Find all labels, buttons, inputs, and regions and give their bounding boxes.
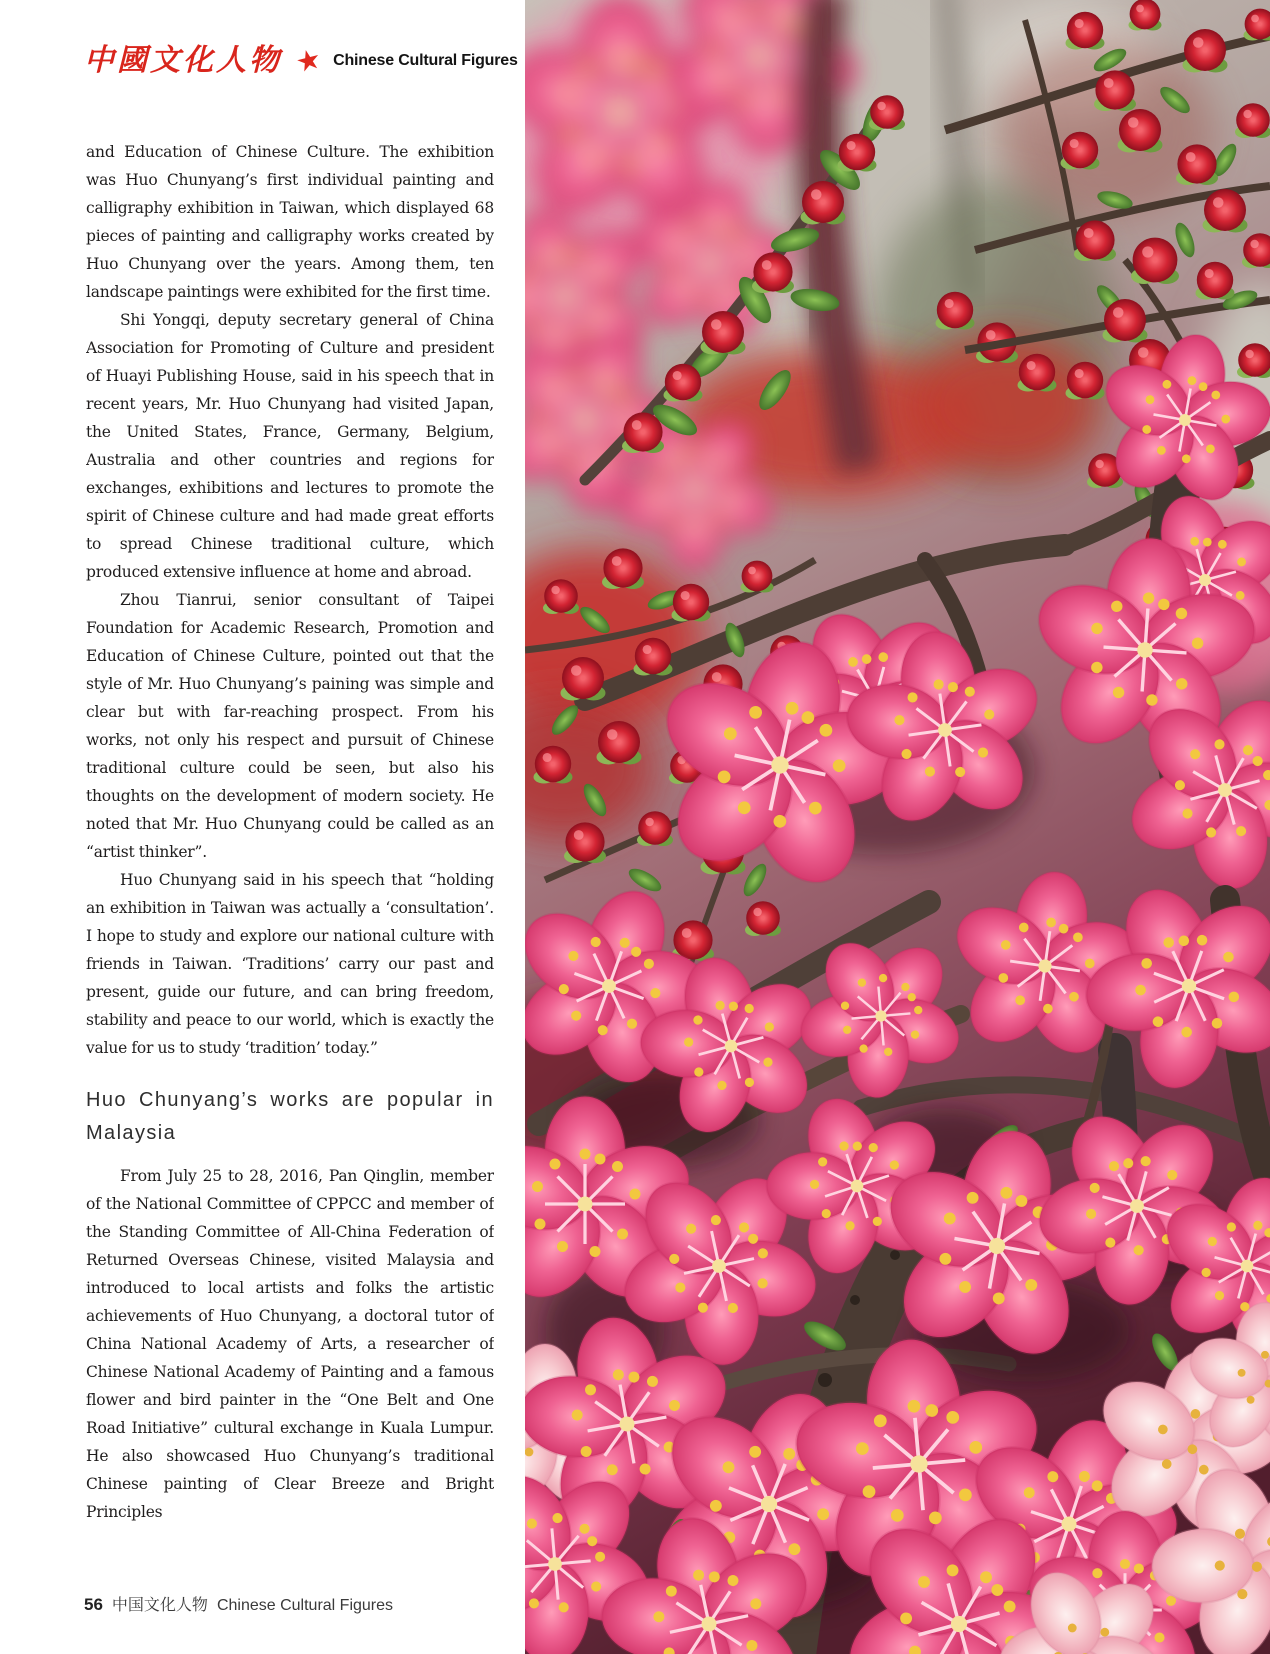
article-paragraph: Shi Yongqi, deputy secretary general of China Association for Promoting of Culture and president of Huayi Publishing House, said in his speech that in recent years, Mr. Huo Chunyang had visited Japan, the United States, France, Germany, Belgium, Australia and other countries and regions for exchanges, exhibitions and lectures to promote the spirit of Chinese culture and had made great efforts to spread Chinese traditional culture, which produced extensive influence at home and abroad. (86, 311, 494, 581)
page-number: 56 (84, 1595, 103, 1614)
star-icon: ★ (292, 41, 325, 80)
article-paragraph: Huo Chunyang said in his speech that “holding an exhibition in Taiwan was actually a ‘consultation’. I hope to study and explore our national culture with friends in Taiwan. ‘Traditions’ carry our past and present, guide our future, and can bring freedom, stability and peace to our world, which is exactly the value for us to study ‘tradition’ today.” (86, 871, 494, 1057)
quince-blossoms-photo-svg (525, 0, 1270, 1654)
magazine-logo-chinese: 中國文化人物 (84, 43, 282, 78)
magazine-logo-english: Chinese Cultural Figures (333, 52, 518, 69)
section-heading: Huo Chunyang’s works are popular in Malaysia (86, 1089, 494, 1144)
article-text-column (86, 138, 494, 1568)
article-paragraph: and Education of Chinese Culture. The exhibition was Huo Chunyang’s first individual painting and calligraphy exhibition in Taiwan, which displayed 68 pieces of painting and calligraphy works created by Huo Chunyang over the years. Among them, ten landscape paintings were exhibited for the first time. (86, 143, 494, 301)
footer-journal-english: Chinese Cultural Figures (216, 1597, 394, 1614)
quince-blossoms-photo (525, 0, 1270, 1654)
article-paragraph: From July 25 to 28, 2016, Pan Qinglin, member of the National Committee of CPPCC and member of the Standing Committee of All-China Federation of Returned Overseas Chinese, visited Malaysia and introduced to local artists and folks the artistic achievements of Huo Chunyang, a doctoral tutor of China National Academy of Arts, a researcher of Chinese National Academy of Painting and a famous flower and bird painter in the “One Belt and One Road Initiative” cultural exchange in Kuala Lumpur. He also showcased Huo Chunyang’s traditional Chinese painting of Clear Breeze and Bright Principles (86, 1167, 494, 1521)
footer-journal-chinese: 中国文化人物 (111, 1597, 208, 1614)
page-footer (84, 1592, 393, 1615)
masthead (84, 41, 518, 80)
article-paragraph: Zhou Tianrui, senior consultant of Taipei Foundation for Academic Research, Promotion and Education of Chinese Culture, pointed out that the style of Mr. Huo Chunyang’s paining was simple and clear but with far-reaching prospect. From his works, not only his respect and pursuit of Chinese traditional culture could be seen, but also his thoughts on the development of modern society. He noted that Mr. Huo Chunyang could be called as an “artist thinker”. (86, 591, 494, 861)
